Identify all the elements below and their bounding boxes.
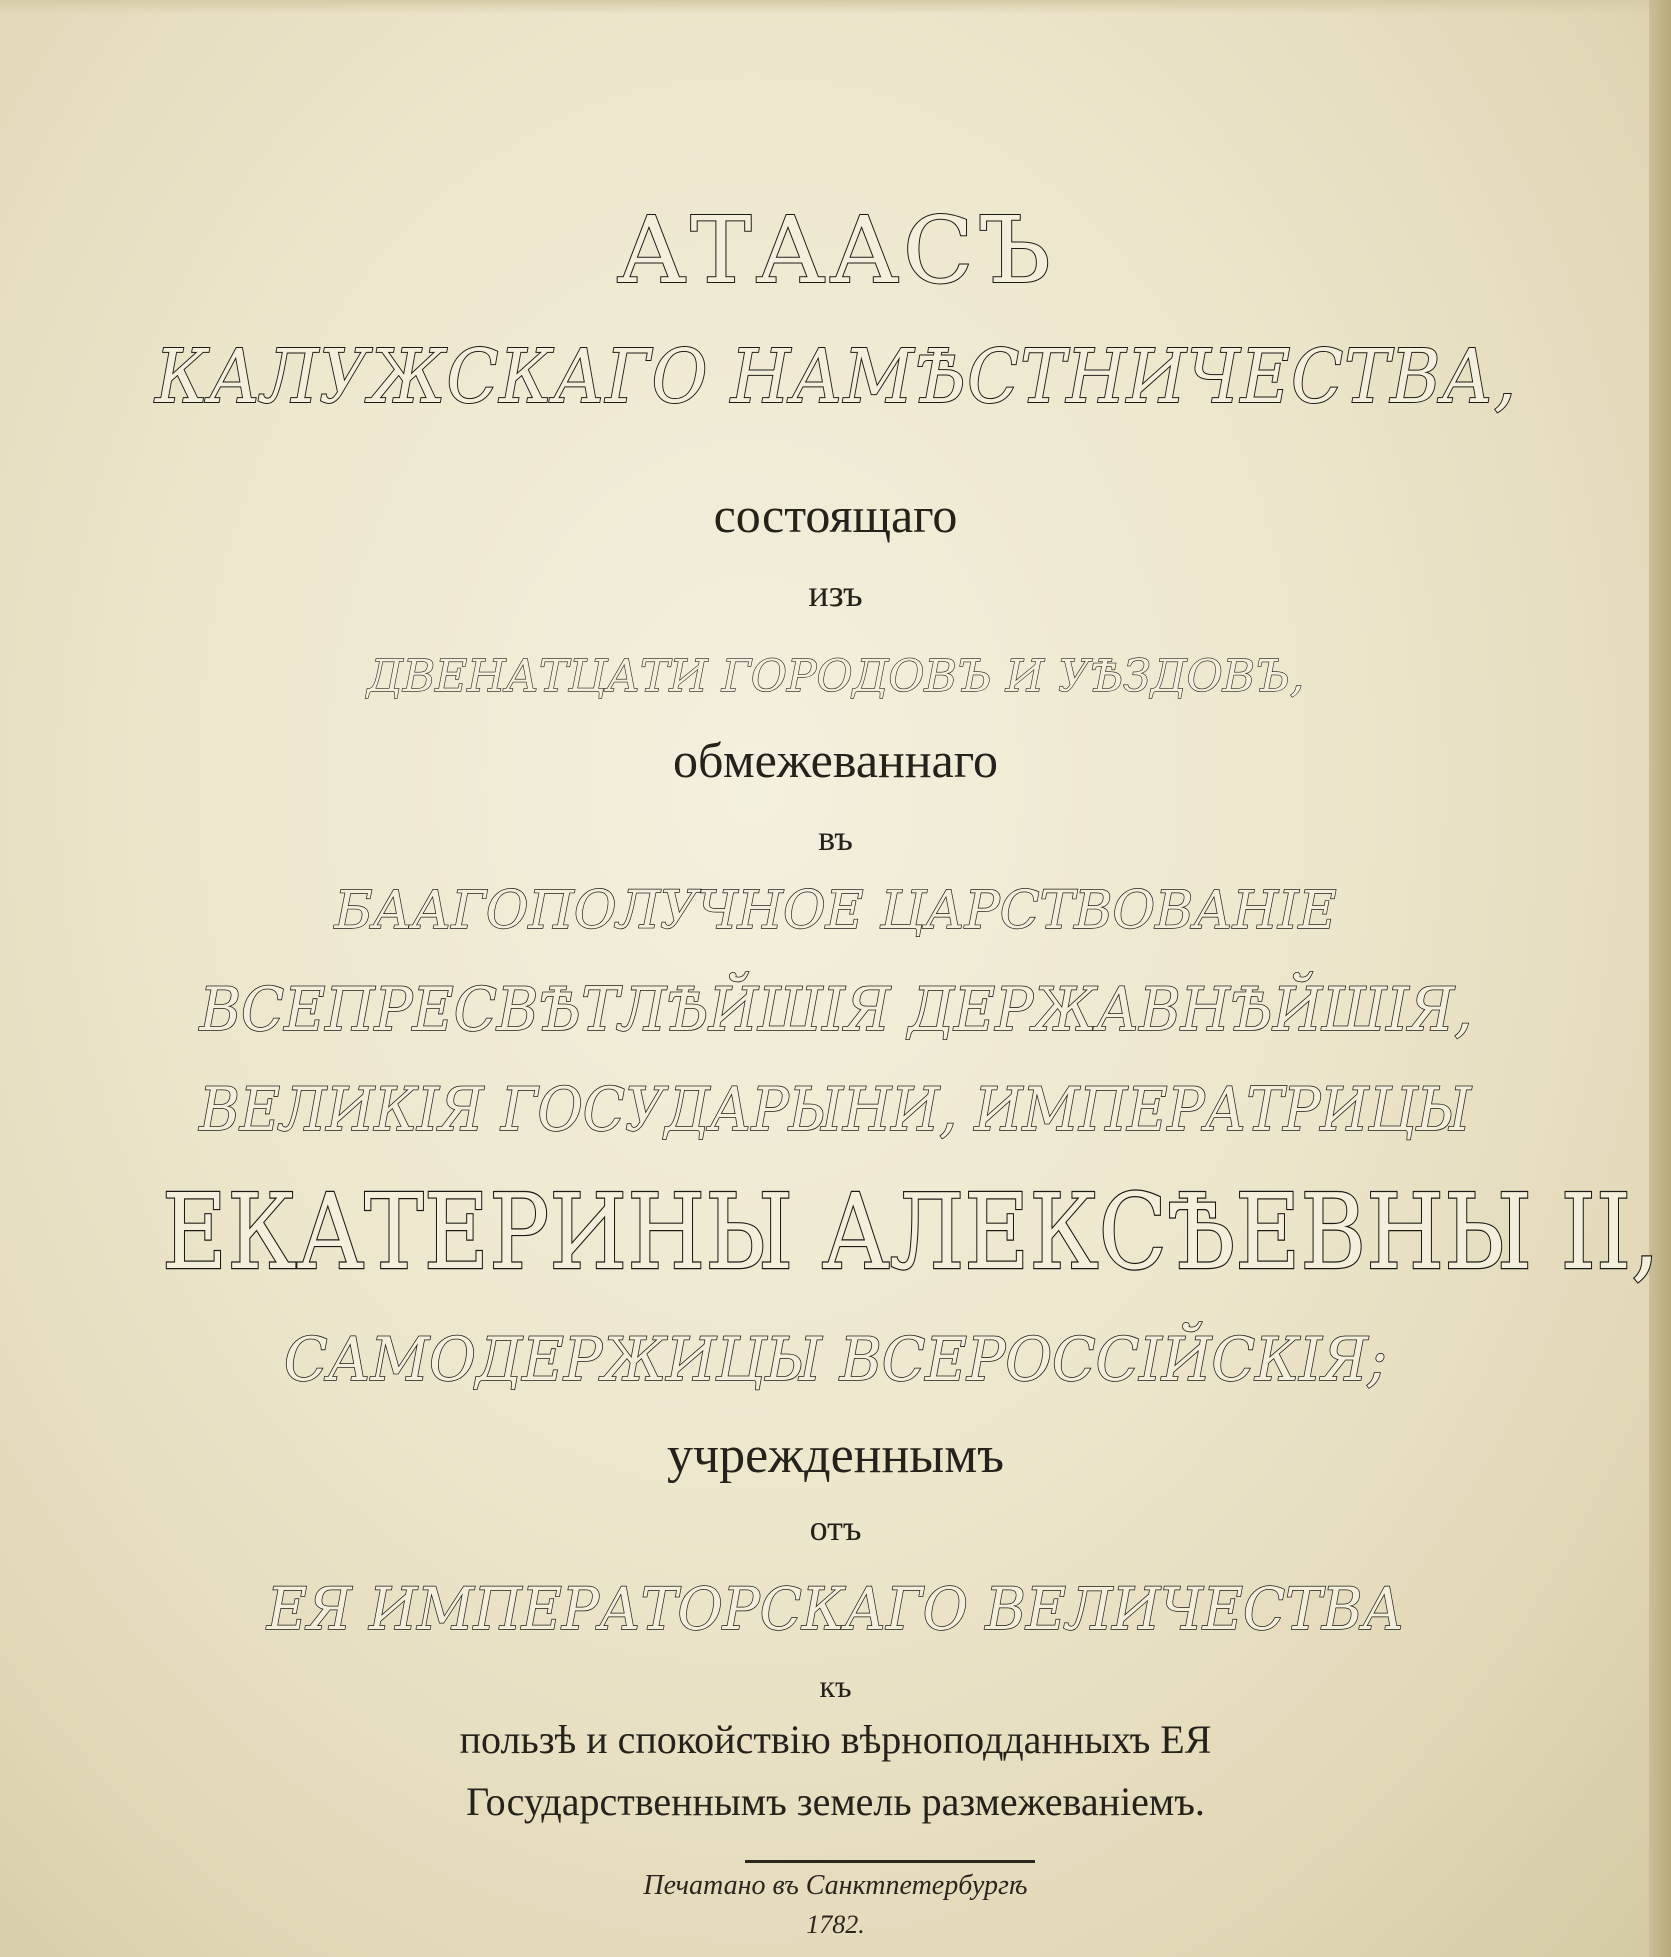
in-line	[40, 820, 1631, 856]
catherine-name-text: ЕКАТЕРИНЫ АЛЕКСѢЕВНЫ II,	[161, 1171, 1660, 1293]
imprint-place	[40, 1872, 1631, 1900]
region-title-text: КАЛУЖСКАГО НАМѢСТНИЧЕСТВА,	[154, 334, 1517, 420]
subtitle-consisting-text: состоящаго	[713, 487, 958, 543]
from-line-text: отъ	[809, 1508, 862, 1548]
paper-edge-top	[0, 0, 1671, 14]
imprint-year	[40, 1912, 1631, 1938]
demarcation-line-text: Государственнымъ земель размежеванiемъ.	[466, 1779, 1205, 1824]
autocrat-line-text: САМОДЕРЖИЦЫ ВСЕРОССIЙСКIЯ;	[284, 1325, 1387, 1395]
benefit-line-text: пользѣ и спокойствiю вѣрноподданныхъ ЕЯ	[459, 1717, 1212, 1762]
benefit-line	[40, 1717, 1631, 1762]
to-line	[40, 1670, 1631, 1702]
established-line	[40, 1427, 1631, 1484]
paper-edge-right	[1649, 0, 1671, 1957]
majesty-line	[40, 1575, 1631, 1643]
reign-line-text: БААГОПОЛУЧНОЕ ЦАРСТВОВАНIЕ	[334, 881, 1337, 941]
from-line	[40, 1510, 1631, 1546]
subtitle-consisting	[40, 487, 1631, 543]
atlas-title	[40, 197, 1631, 304]
autocrat-line	[40, 1325, 1631, 1395]
majesty-line-text: ЕЯ ИМПЕРАТОРСКАГО ВЕЛИЧЕСТВА	[266, 1575, 1405, 1643]
surveyed-line-text: обмежеваннаго	[673, 732, 998, 788]
subtitle-of-text: изъ	[808, 573, 863, 615]
atlas-title-text: АТААСЪ	[616, 197, 1055, 304]
most-serene-line-text: ВСЕПРЕСВѢТЛѢЙШIЯ ДЕРЖАВНѢЙШIЯ,	[199, 975, 1472, 1045]
imprint-divider	[745, 1860, 1035, 1863]
to-line-text: къ	[819, 1668, 852, 1704]
demarcation-line	[40, 1779, 1631, 1824]
empress-line-text: ВЕЛИКIЯ ГОСУДАРЫНИ, ИМПЕРАТРИЦЫ	[199, 1075, 1472, 1145]
catherine-name	[40, 1171, 1660, 1293]
established-line-text: учрежденнымъ	[666, 1427, 1005, 1484]
imprint-place-text: Печатано въ Санктпетербургѣ	[643, 1870, 1028, 1901]
in-line-text: въ	[818, 818, 853, 858]
empress-line	[40, 1075, 1631, 1145]
cities-line-text: ДВЕНАТЦАТИ ГОРОДОВЪ И УѢЗДОВЪ,	[367, 651, 1304, 702]
subtitle-of	[40, 575, 1631, 613]
region-title	[40, 334, 1631, 420]
reign-line	[40, 881, 1631, 941]
surveyed-line	[40, 732, 1631, 788]
cities-line	[40, 651, 1631, 702]
most-serene-line	[40, 975, 1631, 1045]
imprint-year-text: 1782.	[806, 1910, 865, 1939]
